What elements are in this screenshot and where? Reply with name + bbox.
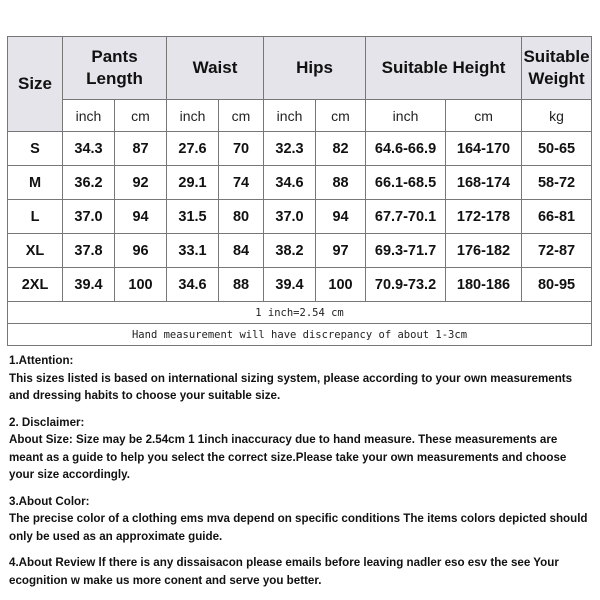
note-review — [9, 554, 593, 589]
table-cell: 80 — [219, 200, 264, 234]
note-title: 3.About Color: — [9, 494, 90, 508]
header-suitable-height: Suitable Height — [366, 37, 522, 100]
table-cell: 164-170 — [446, 132, 522, 166]
table-row — [8, 166, 592, 200]
note-title: 1.Attention: — [9, 354, 74, 367]
table-cell: 39.4 — [63, 268, 115, 302]
table-cell: 29.1 — [167, 166, 219, 200]
table-row — [8, 200, 592, 234]
table-cell: 37.0 — [63, 200, 115, 234]
table-cell: 180-186 — [446, 268, 522, 302]
note-body: The precise color of a clothing ems mva depend on specific conditions The items colors depicted should only be used as an approximate guide. — [9, 512, 588, 543]
table-cell: 32.3 — [264, 132, 316, 166]
note-color — [9, 493, 593, 546]
size-table — [7, 36, 592, 346]
table-cell: 87 — [115, 132, 167, 166]
unit-cell: inch — [264, 100, 316, 132]
table-cell: 168-174 — [446, 166, 522, 200]
table-cell: 96 — [115, 234, 167, 268]
table-cell: 74 — [219, 166, 264, 200]
table-cell: 88 — [316, 166, 366, 200]
table-cell: 88 — [219, 268, 264, 302]
table-cell: 64.6-66.9 — [366, 132, 446, 166]
table-cell: 92 — [115, 166, 167, 200]
header-waist: Waist — [167, 37, 264, 100]
table-cell: 34.6 — [167, 268, 219, 302]
table-row — [8, 132, 592, 166]
unit-cell: cm — [115, 100, 167, 132]
size-cell: 2XL — [8, 268, 63, 302]
unit-cell: inch — [366, 100, 446, 132]
note-disclaimer — [9, 414, 593, 484]
unit-row — [8, 100, 592, 132]
table-cell: 37.0 — [264, 200, 316, 234]
table-cell: 58-72 — [522, 166, 592, 200]
table-cell: 66.1-68.5 — [366, 166, 446, 200]
table-cell: 100 — [316, 268, 366, 302]
table-cell: 172-178 — [446, 200, 522, 234]
table-cell: 80-95 — [522, 268, 592, 302]
note-body: 4.About Review lf there is any dissaisacon please emails before leaving nadler eso esv the see Your ecognition w make us more conent and serve you better. — [9, 556, 559, 587]
table-cell: 37.8 — [63, 234, 115, 268]
table-cell: 97 — [316, 234, 366, 268]
table-cell: 33.1 — [167, 234, 219, 268]
table-cell: 94 — [115, 200, 167, 234]
size-cell: M — [8, 166, 63, 200]
table-cell: 72-87 — [522, 234, 592, 268]
table-cell: 39.4 — [264, 268, 316, 302]
notes-section — [9, 352, 593, 589]
header-size: Size — [8, 37, 63, 132]
unit-cell: cm — [316, 100, 366, 132]
header-pants-length: Pants Length — [63, 37, 167, 100]
table-cell: 70.9-73.2 — [366, 268, 446, 302]
size-cell: XL — [8, 234, 63, 268]
table-cell: 67.7-70.1 — [366, 200, 446, 234]
table-cell: 38.2 — [264, 234, 316, 268]
size-cell: S — [8, 132, 63, 166]
table-cell: 100 — [115, 268, 167, 302]
header-hips: Hips — [264, 37, 366, 100]
unit-cell: cm — [446, 100, 522, 132]
table-cell: 69.3-71.7 — [366, 234, 446, 268]
header-suitable-weight: Suitable Weight — [522, 37, 592, 100]
table-row — [8, 234, 592, 268]
note-title: 2. Disclaimer: — [9, 415, 85, 429]
note-body: About Size: Size may be 2.54cm 1 1inch inaccuracy due to hand measure. These measurements are meant as a guide to help you select the correct size.Please take your own measurements and choose your size accordingly. — [9, 433, 567, 481]
unit-cell: cm — [219, 100, 264, 132]
note-attention — [9, 352, 593, 405]
table-row — [8, 268, 592, 302]
unit-cell: kg — [522, 100, 592, 132]
table-cell: 176-182 — [446, 234, 522, 268]
table-cell: 84 — [219, 234, 264, 268]
table-cell: 50-65 — [522, 132, 592, 166]
size-cell: L — [8, 200, 63, 234]
unit-cell: inch — [63, 100, 115, 132]
conversion-row — [8, 302, 592, 324]
table-cell: 34.3 — [63, 132, 115, 166]
table-cell: 70 — [219, 132, 264, 166]
header-row — [8, 37, 592, 100]
table-cell: 94 — [316, 200, 366, 234]
size-chart — [7, 36, 591, 352]
table-cell: 66-81 — [522, 200, 592, 234]
table-cell: 82 — [316, 132, 366, 166]
unit-cell: inch — [167, 100, 219, 132]
table-cell: 31.5 — [167, 200, 219, 234]
table-cell: 27.6 — [167, 132, 219, 166]
note-body: This sizes listed is based on international sizing system, please according to your own measurements and dressing habits to choose your suitable size. — [9, 371, 573, 402]
table-cell: 34.6 — [264, 166, 316, 200]
conversion-note: 1 inch=2.54 cm — [8, 302, 592, 324]
measurement-row — [8, 324, 592, 346]
table-cell: 36.2 — [63, 166, 115, 200]
measurement-note: Hand measurement will have discrepancy of about 1-3cm — [8, 324, 592, 346]
